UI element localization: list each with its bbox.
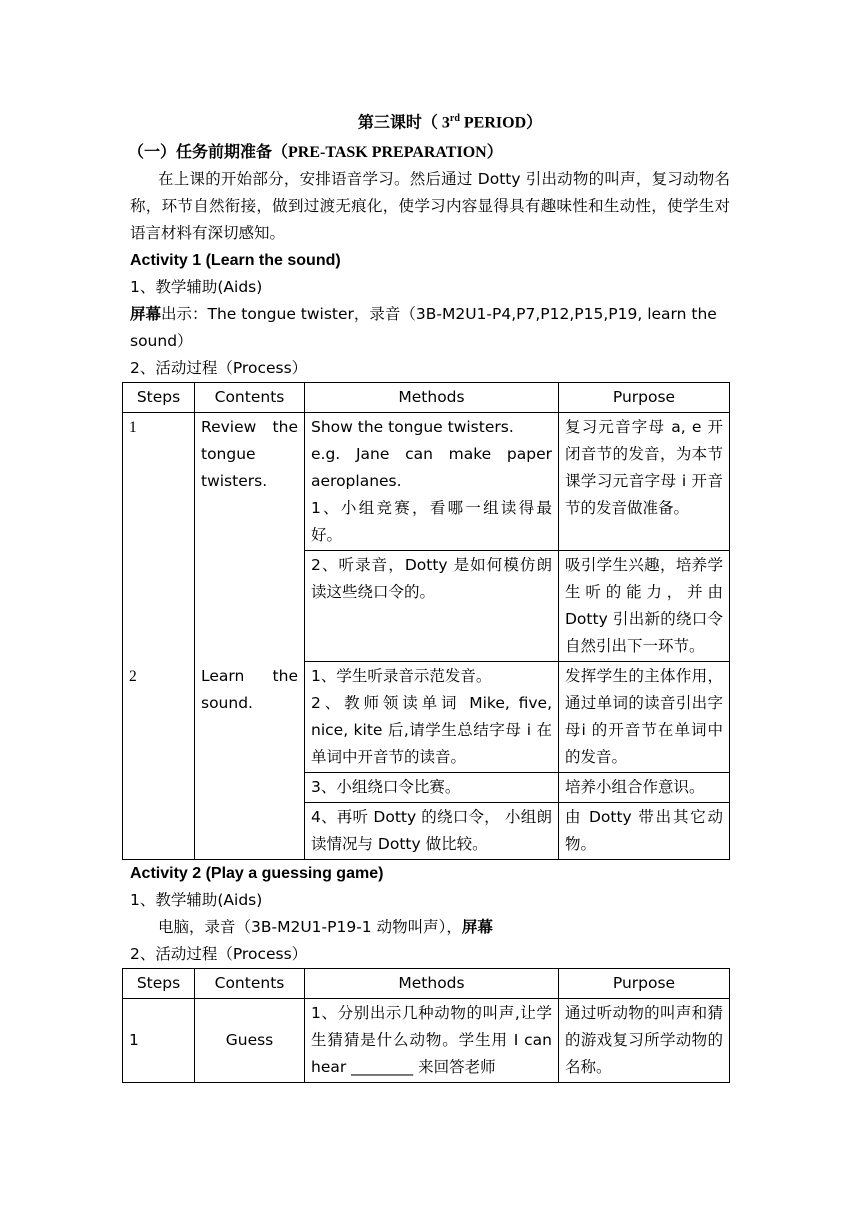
step-cell: 2 [123,662,195,860]
header-purpose: Purpose [559,969,730,999]
table-header-row [123,383,730,413]
section-heading: （一）任务前期准备（PRE-TASK PREPARATION） [128,142,503,162]
header-methods: Methods [305,969,559,999]
methods-cell: 4、再听 Dotty 的绕口令， 小组朗读情况与 Dotty 做比较。 [305,803,559,860]
purpose-cell: 吸引学生兴趣，培养学生听的能力，并由 Dotty 引出新的绕口令自然引出下一环节。 [559,551,730,662]
table-header-row [123,969,730,999]
purpose-cell: 培养小组合作意识。 [559,773,730,803]
methods-cell: 2、听录音，Dotty 是如何模仿朗读这些绕口令的。 [305,551,559,662]
document-page [130,104,730,1083]
step-cell: 1 [123,999,195,1083]
methods-cell: 1、分别出示几种动物的叫声,让学生猜猜是什么动物。学生用 I can hear ________ 来回答老师 [305,999,559,1083]
content-cell: Guess [195,999,305,1083]
activity1-aids-text: 屏幕出示：The tongue twister，录音（3B-M2U1-P4,P7,P12,P15,P19, learn the sound） [130,305,717,351]
table-row [123,662,730,773]
activity2-aids-label: 1、教学辅助(Aids) [130,891,263,910]
header-purpose: Purpose [559,383,730,413]
methods-cell: 1、学生听录音示范发音。 2、教师领读单词 Mike, five, nice, kite 后,请学生总结字母 i 在单词中开音节的读音。 [305,662,559,773]
activity2-aids-text: 电脑，录音（3B-M2U1-P19-1 动物叫声），屏幕 [158,918,493,937]
content-cell: Review the tongue twisters. [195,413,305,662]
header-steps: Steps [123,969,195,999]
purpose-cell: 由 Dotty 带出其它动物。 [559,803,730,860]
content-cell: Learn the sound. [195,662,305,860]
header-steps: Steps [123,383,195,413]
purpose-cell: 发挥学生的主体作用，通过单词的读音引出字母i 的开音节在单词中的发音。 [559,662,730,773]
header-contents: Contents [195,383,305,413]
activity1-process-label: 2、活动过程（Process） [130,359,308,378]
table-row [123,999,730,1083]
header-contents: Contents [195,969,305,999]
page-title: 第三课时（ 3rd PERIOD） [357,113,543,132]
activity2-table [122,968,730,1083]
step-cell: 1 [123,413,195,662]
activity1-heading: Activity 1 (Learn the sound) [130,252,341,270]
activity2-process-label: 2、活动过程（Process） [130,945,308,964]
methods-cell: Show the tongue twisters. e.g. Jane can make paper aeroplanes. 1、小组竞赛，看哪一组读得最好。 [305,413,559,551]
table-row [123,413,730,551]
purpose-cell: 复习元音字母 a, e 开闭音节的发音，为本节课学习元音字母 i 开音节的发音做准备。 [559,413,730,551]
purpose-cell: 通过听动物的叫声和猜的游戏复习所学动物的名称。 [559,999,730,1083]
methods-cell: 3、小组绕口令比赛。 [305,773,559,803]
intro-paragraph: 在上课的开始部分，安排语音学习。然后通过 Dotty 引出动物的叫声，复习动物名称，环节自然衔接，做到过渡无痕化，使学习内容显得具有趣味性和生动性，使学生对语言材料有深切感知。 [130,170,730,243]
header-methods: Methods [305,383,559,413]
activity1-aids-label: 1、教学辅助(Aids) [130,278,263,297]
activity1-table [122,382,730,860]
activity2-heading: Activity 2 (Play a guessing game) [130,865,384,883]
